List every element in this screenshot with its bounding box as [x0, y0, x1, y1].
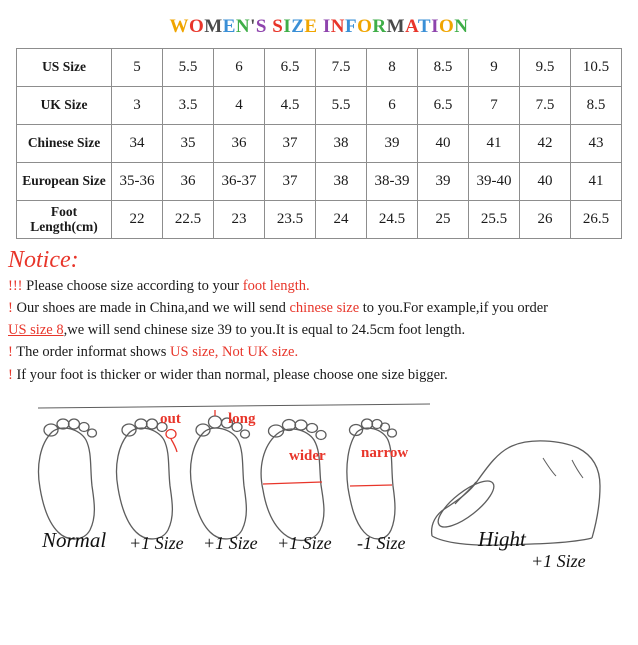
table-cell: 25.5	[469, 201, 520, 239]
diagram-label-wider: wider	[289, 447, 326, 464]
diagram-caption-minus-one: -1 Size	[357, 532, 406, 553]
notice-line	[8, 364, 628, 386]
notice-bullet: !	[8, 344, 13, 361]
table-cell: 38	[316, 125, 367, 163]
notice-text: ,we will send chinese size 39 to you.It is equal to 24.5cm foot length.	[63, 322, 466, 339]
table-cell: 4.5	[265, 87, 316, 125]
title-letter: I	[322, 16, 331, 37]
table-cell: 10.5	[571, 49, 622, 87]
table-cell: 39	[367, 125, 418, 163]
table-cell: 26.5	[571, 201, 622, 239]
table-cell: 5.5	[163, 49, 214, 87]
table-cell: 38-39	[367, 163, 418, 201]
diagram-caption-plus-one-c: +1 Size	[277, 532, 332, 553]
page-title	[0, 0, 638, 48]
table-cell: 22.5	[163, 201, 214, 239]
title-letter: M	[204, 16, 223, 37]
diagram-caption-normal: Normal	[42, 527, 107, 552]
table-cell: 8.5	[571, 87, 622, 125]
size-table-container	[0, 48, 638, 239]
title-letter: F	[345, 16, 358, 37]
table-cell: 7.5	[520, 87, 571, 125]
size-table	[16, 48, 622, 239]
diagram-caption-hight-plus-one: +1 Size	[531, 550, 586, 571]
table-cell: 7.5	[316, 49, 367, 87]
notice-bullet: !	[8, 300, 13, 317]
table-cell: 36	[163, 163, 214, 201]
diagram-caption-hight: Hight	[478, 526, 526, 551]
notice-line	[8, 275, 628, 297]
notice-block	[0, 239, 638, 390]
table-row	[17, 49, 622, 87]
title-letter: O	[438, 16, 455, 37]
table-cell: 42	[520, 125, 571, 163]
table-cell: 7	[469, 87, 520, 125]
foot-out	[117, 419, 178, 539]
guide-line	[38, 404, 430, 408]
table-cell: 3	[112, 87, 163, 125]
row-header: US Size	[17, 49, 112, 87]
table-cell: 24	[316, 201, 367, 239]
foot-diagram	[0, 396, 638, 596]
table-row	[17, 87, 622, 125]
table-cell: 40	[520, 163, 571, 201]
table-cell: 35-36	[112, 163, 163, 201]
title-letter: W	[169, 16, 189, 37]
table-cell: 23	[214, 201, 265, 239]
diagram-label-narrow: narrow	[361, 444, 409, 461]
title-letter: I	[431, 16, 439, 37]
title-letter: N	[454, 16, 469, 37]
notice-bullet: !!!	[8, 278, 23, 295]
notice-text: to you.For example,if you order	[359, 300, 549, 317]
table-row	[17, 201, 622, 239]
table-cell: 43	[571, 125, 622, 163]
title-letter: M	[386, 16, 406, 37]
title-letter: A	[405, 16, 418, 37]
title-letter: O	[357, 16, 373, 37]
table-cell: 4	[214, 87, 265, 125]
row-header: Chinese Size	[17, 125, 112, 163]
title-letter: E	[222, 16, 236, 37]
notice-line	[8, 297, 628, 319]
table-cell: 6	[214, 49, 265, 87]
diagram-label-out: out	[160, 410, 181, 427]
title-letter: '	[250, 16, 256, 37]
table-cell: 6	[367, 87, 418, 125]
title-letter: N	[235, 16, 251, 37]
diagram-caption-plus-one-b: +1 Size	[203, 532, 258, 553]
table-cell: 40	[418, 125, 469, 163]
title-letter: I	[283, 16, 292, 37]
table-cell: 6.5	[418, 87, 469, 125]
notice-text: US size, Not UK size.	[170, 344, 299, 361]
row-header: UK Size	[17, 87, 112, 125]
notice-text: If your foot is thicker or wider than normal, please choose one size bigger.	[12, 366, 448, 383]
notice-heading: Notice:	[8, 247, 79, 273]
table-cell: 34	[112, 125, 163, 163]
notice-line	[8, 319, 628, 341]
table-cell: 23.5	[265, 201, 316, 239]
notice-line	[8, 341, 628, 363]
notice-text: US size 8	[8, 322, 64, 339]
notice-text: Our shoes are made in China,and we will send	[12, 300, 290, 317]
title-letter: N	[330, 16, 345, 37]
table-cell: 39-40	[469, 163, 520, 201]
table-cell: 24.5	[367, 201, 418, 239]
table-cell: 41	[571, 163, 622, 201]
row-header: European Size	[17, 163, 112, 201]
title-letter: Z	[291, 16, 305, 37]
table-cell: 41	[469, 125, 520, 163]
notice-bullet: !	[8, 366, 13, 383]
table-cell: 8.5	[418, 49, 469, 87]
table-cell: 5	[112, 49, 163, 87]
table-cell: 37	[265, 125, 316, 163]
table-cell: 37	[265, 163, 316, 201]
diagram-label-long: long	[228, 410, 256, 427]
foot-narrow	[347, 419, 397, 539]
table-cell: 22	[112, 201, 163, 239]
table-cell: 35	[163, 125, 214, 163]
row-header: Foot Length(cm)	[17, 201, 112, 239]
title-letter: O	[189, 16, 205, 37]
table-cell: 8	[367, 49, 418, 87]
notice-text: The order informat shows	[12, 344, 171, 361]
table-cell: 9	[469, 49, 520, 87]
foot-long	[191, 410, 250, 539]
table-cell: 39	[418, 163, 469, 201]
foot-wider	[261, 419, 326, 540]
table-cell: 38	[316, 163, 367, 201]
table-cell: 26	[520, 201, 571, 239]
table-cell: 6.5	[265, 49, 316, 87]
table-cell: 36	[214, 125, 265, 163]
table-cell: 3.5	[163, 87, 214, 125]
notice-text: Please choose size according to your	[22, 278, 243, 295]
notice-text: foot length.	[242, 278, 310, 295]
title-letter: S	[255, 16, 267, 37]
notice-text: chinese size	[289, 300, 360, 317]
foot-normal	[39, 419, 97, 539]
table-cell: 5.5	[316, 87, 367, 125]
table-row	[17, 163, 622, 201]
diagram-caption-plus-one-a: +1 Size	[129, 532, 184, 553]
title-letter: S	[272, 16, 284, 37]
table-cell: 36-37	[214, 163, 265, 201]
table-row	[17, 125, 622, 163]
title-letter: T	[417, 16, 432, 37]
title-letter: R	[372, 16, 387, 37]
title-letter: E	[304, 16, 318, 37]
table-cell: 9.5	[520, 49, 571, 87]
table-cell: 25	[418, 201, 469, 239]
notice-lines	[8, 275, 628, 385]
